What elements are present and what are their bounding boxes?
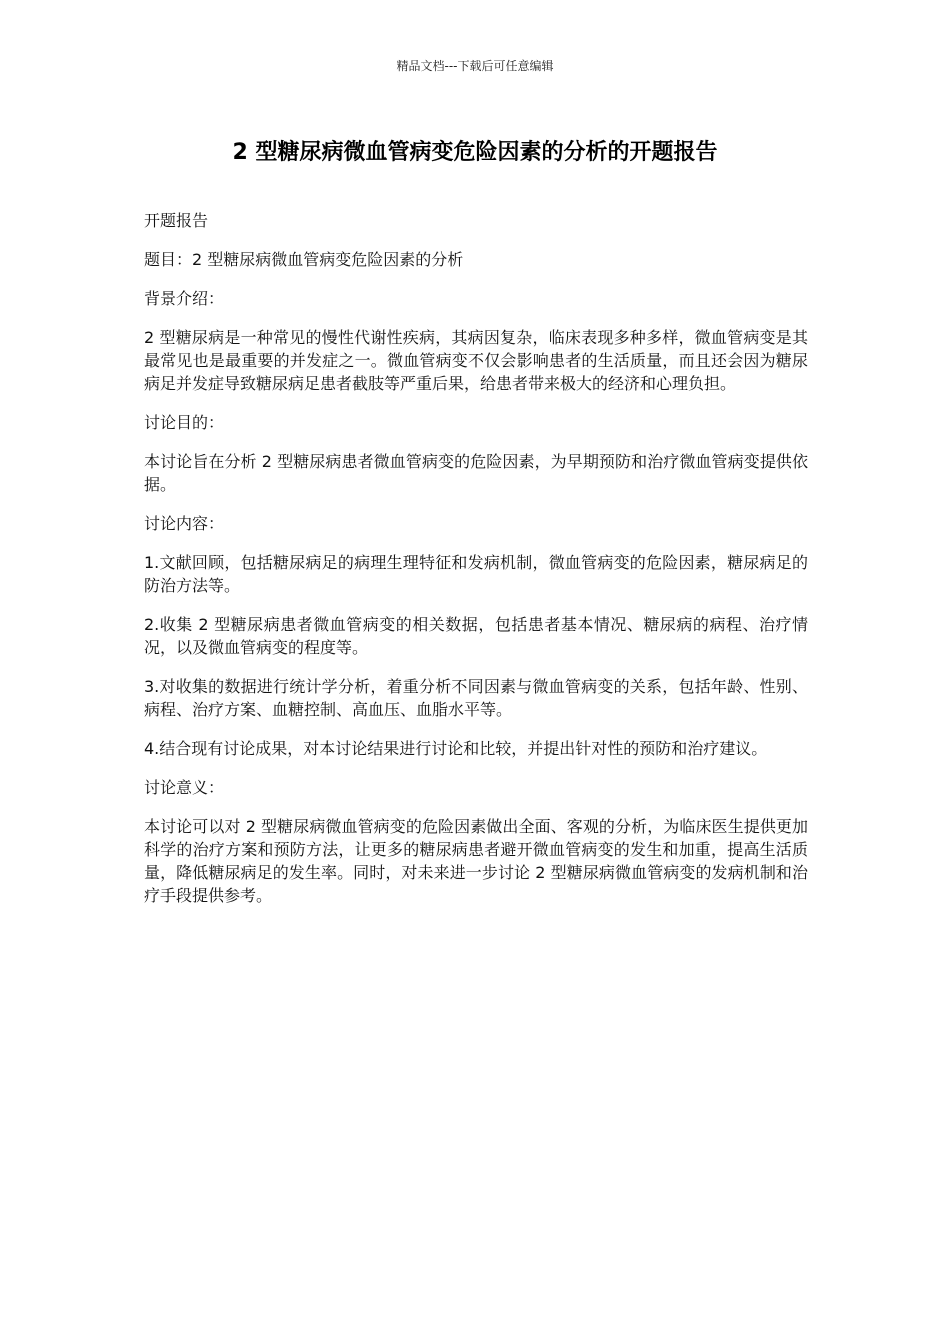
- content-item-1: 1.文献回顾，包括糖尿病足的病理生理特征和发病机制，微血管病变的危险因素，糖尿病足的防治方法等。: [144, 553, 808, 595]
- document-body: [144, 209, 808, 923]
- header-note: 精品文档---下载后可任意编辑: [396, 59, 554, 73]
- heading-background: 背景介绍：: [144, 289, 225, 308]
- paragraph-significance: 本讨论可以对 2 型糖尿病微血管病变的危险因素做出全面、客观的分析，为临床医生提供更加科学的治疗方案和预防方法，让更多的糖尿病患者避开微血管病变的发生和加重，提高生活质量，降低糖尿病足的发生率。同时，对未来进一步讨论 2 型糖尿病微血管病变的发病机制和治疗手段提供参考。: [144, 817, 808, 905]
- paragraph-topic: 题目：2 型糖尿病微血管病变危险因素的分析: [144, 250, 464, 269]
- heading-content: 讨论内容：: [144, 514, 225, 533]
- heading-significance: 讨论意义：: [144, 778, 225, 797]
- document-title: 2 型糖尿病微血管病变危险因素的分析的开题报告: [232, 140, 718, 165]
- content-item-4: 4.结合现有讨论成果，对本讨论结果进行讨论和比较，并提出针对性的预防和治疗建议。: [144, 739, 768, 758]
- paragraph-report-label: 开题报告: [144, 211, 209, 230]
- paragraph-purpose: 本讨论旨在分析 2 型糖尿病患者微血管病变的危险因素，为早期预防和治疗微血管病变提供依据。: [144, 452, 808, 494]
- content-item-2: 2.收集 2 型糖尿病患者微血管病变的相关数据，包括患者基本情况、糖尿病的病程、治疗情况，以及微血管病变的程度等。: [144, 615, 808, 657]
- content-item-3: 3.对收集的数据进行统计学分析，着重分析不同因素与微血管病变的关系，包括年龄、性别、病程、治疗方案、血糖控制、高血压、血脂水平等。: [144, 677, 808, 719]
- paragraph-background: 2 型糖尿病是一种常见的慢性代谢性疾病，其病因复杂，临床表现多种多样，微血管病变是其最常见也是最重要的并发症之一。微血管病变不仅会影响患者的生活质量，而且还会因为糖尿病足并发症导致糖尿病足患者截肢等严重后果，给患者带来极大的经济和心理负担。: [144, 328, 808, 393]
- heading-purpose: 讨论目的：: [144, 413, 225, 432]
